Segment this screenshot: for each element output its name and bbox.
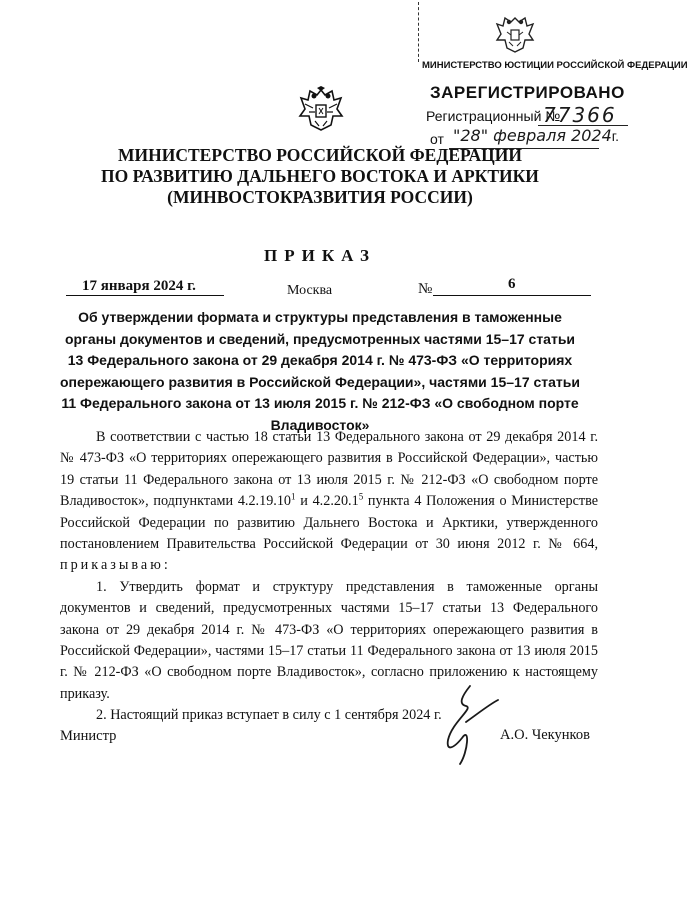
order-title: ПРИКАЗ — [264, 246, 376, 265]
stamp-reg-number: 77366 — [543, 103, 617, 127]
order-word: приказываю — [60, 557, 164, 574]
ministry-name-line-1: МИНИСТЕРСТВО РОССИЙСКОЙ ФЕДЕРАЦИИ — [118, 145, 522, 165]
stamp-reg-label: Регистрационный № — [426, 108, 561, 124]
preamble-paragraph — [60, 427, 598, 577]
stamp-ministry: МИНИСТЕРСТВО ЮСТИЦИИ РОССИЙСКОЙ ФЕДЕРАЦИИ — [422, 60, 688, 71]
preamble-end: : — [163, 557, 168, 574]
ministry-name-line-3: (МИНВОСТОКРАЗВИТИЯ РОССИИ) — [167, 187, 473, 207]
stamp-date-month: февраля — [493, 126, 566, 145]
signer-position: Министр — [60, 728, 117, 744]
order-body — [60, 427, 598, 727]
order-subject: Об утверждении формата и структуры представления в таможенные органы документов и сведений, предусмотренных частями 15–17 статьи 13 Федерального закона от 29 декабря 2014 г. № 473-ФЗ «О территориях опережающего развития в Российской Федерации», частями 15–17 статьи 11 Федерального закона от 13 июля 2015 г. № 212-ФЗ «О свободном порте Владивосток» — [60, 309, 580, 433]
stamp-date-prefix: от — [430, 131, 444, 147]
order-number: 6 — [508, 276, 516, 292]
stamp-date-day: "28" — [453, 126, 489, 145]
footnote-marker-2: 5 — [358, 491, 364, 502]
item-2-paragraph: 2. Настоящий приказ вступает в силу с 1 сентября 2024 г. — [96, 707, 442, 724]
preamble-text-c: пункта 4 Положения о Министерстве Российской Федерации по развитию Дальнего Востока и Арктики, утвержденного постановлением Правительства Российской Федерации от 30 июня 2012 г. № 664, — [60, 493, 598, 553]
stamp-border — [418, 2, 419, 62]
handwritten-signature-icon — [440, 682, 500, 767]
stamp-coat-of-arms-icon — [493, 12, 537, 56]
order-number-label: № — [418, 281, 433, 297]
stamp-date-year: 2024 — [571, 126, 612, 145]
preamble-text-a: В соответствии с частью 18 статьи 13 Федерального закона от 29 декабря 2014 г. № 473-ФЗ «О территориях опережающего развития в Российской Федерации», частью 19 статьи 11 Федерального закона от 13 июля 2015 г. № 212-ФЗ «О свободном порте Владивосток», подпунктами 4.2.19.10 — [60, 429, 598, 510]
ministry-name-line-2: ПО РАЗВИТИЮ ДАЛЬНЕГО ВОСТОКА И АРКТИКИ — [101, 166, 539, 186]
order-date-line — [66, 295, 224, 296]
stamp-status: ЗАРЕГИСТРИРОВАНО — [430, 83, 625, 102]
preamble-text-b: и 4.2.20.1 — [295, 493, 359, 510]
order-city: Москва — [287, 283, 333, 298]
item-1-paragraph: 1. Утвердить формат и структуру представления в таможенные органы документов и сведений, предусмотренных частями 15–17 статьи 13 Федерального закона от 29 декабря 2014 г. № 473-ФЗ «О территориях опережающего развития в Российской Федерации», частями 15–17 статьи 11 Федерального закона от 13 июля 2015 г. № 212-ФЗ «О свободном порте Владивосток», согласно приложению к настоящему приказу. — [60, 578, 598, 702]
signer-name: А.О. Чекунков — [500, 727, 590, 743]
order-number-line — [433, 295, 591, 296]
stamp-date — [453, 126, 619, 145]
footnote-marker-1: 1 — [291, 491, 296, 502]
stamp-date-suffix: г. — [611, 128, 620, 144]
coat-of-arms-icon — [297, 86, 345, 134]
order-date: 17 января 2024 г. — [82, 278, 196, 294]
